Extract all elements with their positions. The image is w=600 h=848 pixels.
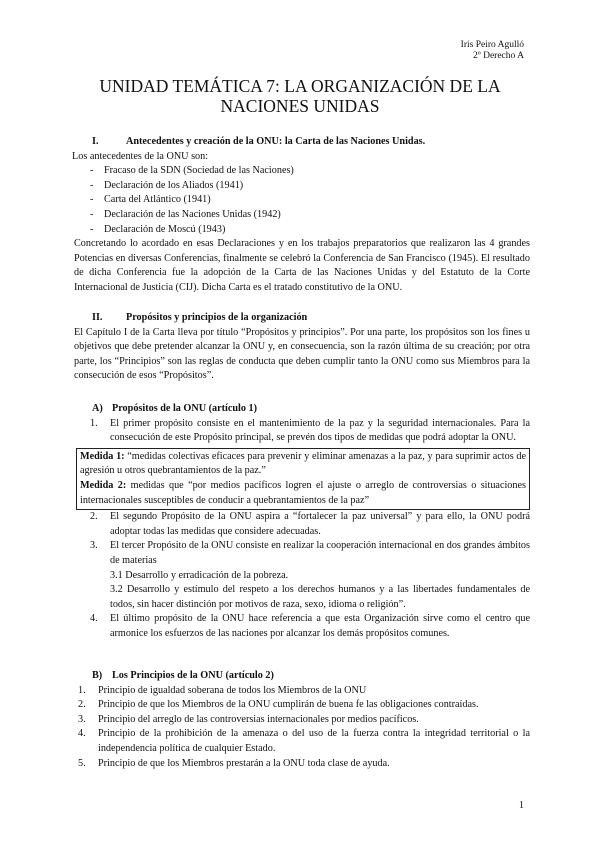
principle-item-2 [74, 698, 530, 713]
list-item: - Declaración de los Aliados (1941) [74, 179, 530, 194]
measure-1-label: Medida 1: [80, 450, 125, 462]
item-number: 1. [90, 417, 98, 429]
list-item: - Declaración de las Naciones Unidas (1942) [74, 208, 530, 223]
item-number: 3. [78, 713, 86, 725]
subsection-a-heading [74, 402, 530, 417]
title-line-1: UNIDAD TEMÁTICA 7: LA ORGANIZACIÓN DE LA [99, 76, 501, 96]
page-number: 1 [519, 800, 524, 811]
measure-1-text: “medidas colectivas eficaces para prevenir y eliminar amenazas a la paz, y para suprimir actos de agresión u otros quebrantamientos de la paz.” [80, 450, 526, 477]
measure-2-label: Medida 2: [80, 479, 127, 491]
section-2-paragraph: El Capítulo I de la Carta lleva por título “Propósitos y principios”. Por una parte, los propósitos son los fines u objetivos que debe pretender alcanzar la ONU y, en consecuencia, son la razón última de su creación; por otra parte, los “Principios” son las reglas de conducta que deben cumplir tanto la ONU como sus Miembros para la consecución de esos “Propósitos”. [74, 326, 530, 382]
item-text: Principio de igualdad soberana de todos los Miembros de la ONU [98, 684, 367, 696]
course-label: 2º Derecho A [473, 51, 524, 61]
item-text: Principio del arreglo de las controversias internacionales por medios pacíficos. [98, 713, 419, 725]
purpose-item-2 [74, 510, 530, 539]
item-text: Principio de que los Miembros de la ONU cumplirán de buena fe las obligaciones contraídas. [98, 699, 479, 711]
purpose-item-3 [74, 539, 530, 568]
list-item: - Fracaso de la SDN (Sociedad de las Naciones) [74, 164, 530, 179]
subsection-b-letter: B) [92, 670, 103, 681]
item-number: 2. [90, 511, 98, 523]
page-header [461, 40, 524, 62]
item-number: 5. [78, 757, 86, 769]
list-item: - Declaración de Moscú (1943) [74, 223, 530, 238]
section-1-title: Antecedentes y creación de la ONU: la Carta de las Naciones Unidas. [126, 136, 426, 147]
item-text: Principio de la prohibición de la amenaza o del uso de la fuerza contra la integridad territorial o la independencia política de cualquier Estado. [98, 728, 530, 754]
section-1-paragraph: Concretando lo acordado en esas Declaraciones y en los trabajos preparatorios que realizaron las 4 grandes Potencias en diversas Conferencias, finalmente se celebró la Conferencia de San Francisco (1945). El resultado de dicha Conferencia fue la adopción de la Carta de las Naciones Unidas y del Estatuto de la Corte Internacional de Justicia (CIJ). Dicha Carta es el tratado constitutivo de la ONU. [74, 238, 530, 293]
item-number: 2. [78, 699, 86, 711]
subsection-b-title: Los Principios de la ONU (artículo 2) [112, 670, 274, 681]
section-1-number: I. [92, 136, 99, 147]
subsection-b-heading [74, 669, 530, 684]
antecedents-list [74, 164, 530, 237]
item-number: 4. [90, 613, 98, 625]
measure-2-text: medidas que “por medios pacíficos logren el ajuste o arreglo de controversias o situaciones internacionales susceptibles de conducir a quebrantamientos de la paz” [80, 479, 526, 506]
purpose-item-4 [74, 612, 530, 641]
subsection-a [74, 402, 530, 642]
purpose-item-1 [74, 417, 530, 446]
title-line-2: NACIONES UNIDAS [220, 96, 380, 116]
principle-item-4 [74, 727, 530, 756]
subsection-b [74, 669, 530, 771]
item-text: El tercer Propósito de la ONU consiste en realizar la cooperación internacional en dos grandes ámbitos de materias [110, 540, 530, 566]
section-1-intro: Los antecedentes de la ONU son: [72, 150, 209, 162]
purpose-item-3-2: 3.2 Desarrollo y estímulo del respeto a los derechos humanos y a las libertades fundamentales de todos, sin hacer distinción por motivos de raza, sexo, idioma o religión”. [110, 584, 530, 610]
subsection-a-letter: A) [92, 403, 103, 414]
item-text: El primer propósito consiste en el mantenimiento de la paz y la seguridad internacionales. Para la consecución de este Propósito principal, se prevén dos tipos de medidas que podrá adoptar la ONU. [110, 417, 530, 444]
section-2-number: II. [92, 312, 103, 323]
section-1 [74, 135, 530, 296]
measures-box [76, 448, 530, 510]
item-text: El último propósito de la ONU hace referencia a que esta Organización sirve como el centro que armonice los esfuerzos de las naciones por alcanzar los demás propósitos comunes. [110, 613, 530, 639]
principle-item-1 [74, 684, 530, 699]
section-1-heading [74, 135, 530, 150]
subsection-a-title: Propósitos de la ONU (artículo 1) [112, 403, 257, 414]
section-2-heading [74, 311, 530, 326]
author-name: Iris Peiro Agulló [460, 40, 524, 50]
item-number: 3. [90, 540, 98, 552]
item-number: 4. [78, 728, 86, 740]
document-title [70, 76, 530, 116]
section-2 [74, 311, 530, 384]
principle-item-3 [74, 713, 530, 728]
item-number: 1. [78, 684, 86, 696]
list-item: - Carta del Atlántico (1941) [74, 193, 530, 208]
principle-item-5 [74, 757, 530, 772]
purpose-item-3-1: 3.1 Desarrollo y erradicación de la pobreza. [110, 569, 289, 581]
section-2-title: Propósitos y principios de la organización [126, 312, 308, 323]
item-text: El segundo Propósito de la ONU aspira a “fortalecer la paz universal” y para ello, la ONU podrá adoptar todas las medidas que considere adecuadas. [110, 511, 530, 537]
item-text: Principio de que los Miembros prestarán a la ONU toda clase de ayuda. [98, 757, 390, 769]
